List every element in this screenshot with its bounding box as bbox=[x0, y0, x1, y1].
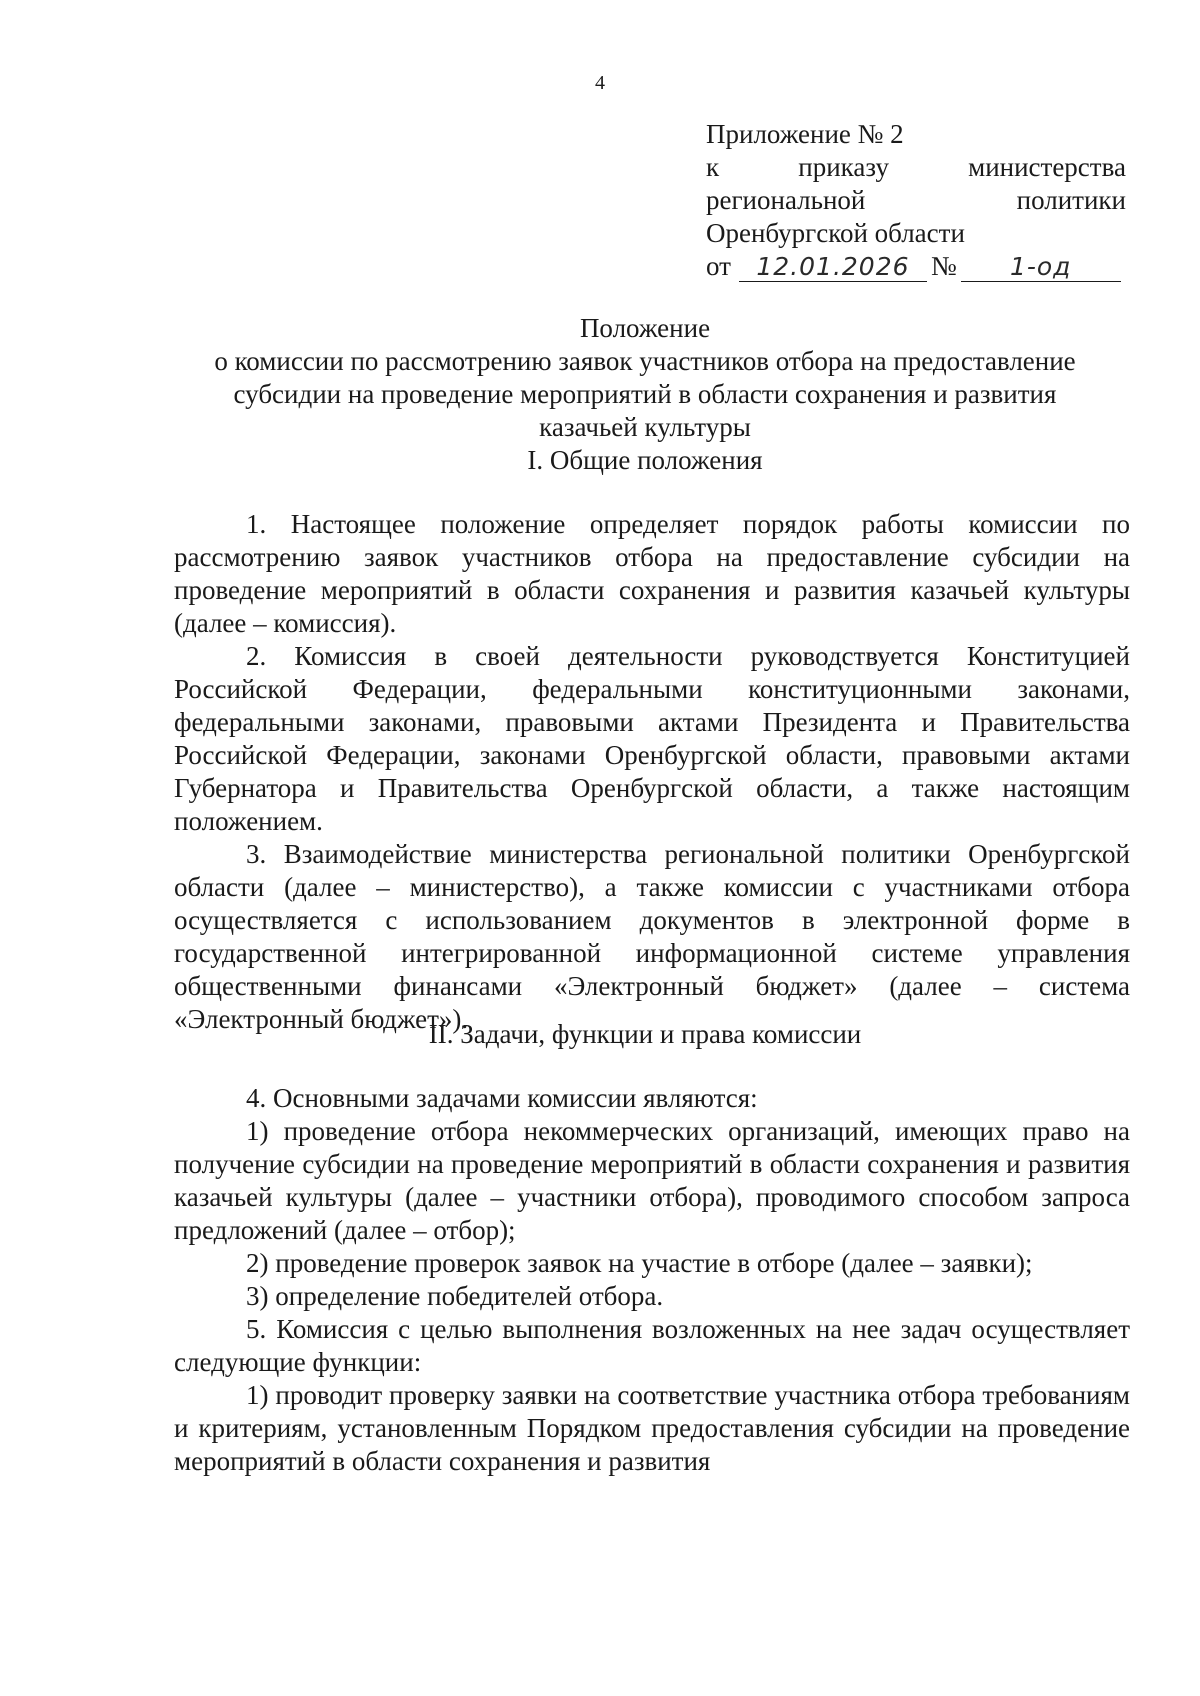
appendix-line-ministry bbox=[706, 184, 1126, 217]
appendix-word: приказу bbox=[798, 152, 889, 182]
paragraph: 3) определение победителей отбора. bbox=[246, 1281, 664, 1311]
appendix-line-order bbox=[706, 151, 1126, 184]
section-1-body bbox=[174, 508, 1130, 1036]
handwritten-number: 1-од bbox=[961, 253, 1121, 282]
section-heading-1: I. Общие положения bbox=[527, 445, 763, 475]
appendix-word: к bbox=[706, 152, 720, 182]
title-line: субсидии на проведение мероприятий в области сохранения и развития bbox=[233, 379, 1057, 409]
number-sign: № bbox=[930, 251, 957, 281]
section-heading-2: II. Задачи, функции и права комиссии bbox=[428, 1019, 862, 1049]
handwritten-date: 12.01.2026 bbox=[739, 253, 927, 282]
appendix-word: региональной bbox=[706, 185, 866, 215]
paragraph: 3. Взаимодействие министерства региональной политики Оренбургской области (далее – министерство), а также комиссии с участниками отбора осуществляется с использованием документов в электронной форме в государственной интегрированной информационной системе управления общественными финансами «Электронный бюджет» (далее – система «Электронный бюджет»). bbox=[174, 839, 1130, 1034]
appendix-block bbox=[706, 118, 1126, 283]
title-line: о комиссии по рассмотрению заявок участников отбора на предоставление bbox=[214, 346, 1076, 376]
appendix-title: Приложение № 2 bbox=[706, 119, 904, 149]
title-main: Положение bbox=[579, 313, 711, 343]
appendix-word: министерства bbox=[968, 152, 1126, 182]
appendix-date-line bbox=[706, 250, 1126, 283]
paragraph: 4. Основными задачами комиссии являются: bbox=[246, 1083, 758, 1113]
date-prefix: от bbox=[706, 251, 731, 281]
paragraph: 1) проведение отбора некоммерческих организаций, имеющих право на получение субсидии на проведение мероприятий в области сохранения и развития казачьей культуры (далее – участники отбора), проводимого способом запроса предложений (далее – отбор); bbox=[174, 1116, 1130, 1245]
appendix-word: политики bbox=[1016, 185, 1126, 215]
section-2-body bbox=[174, 1082, 1130, 1478]
paragraph: 5. Комиссия с целью выполнения возложенных на нее задач осуществляет следующие функции: bbox=[174, 1314, 1130, 1377]
title-line: казачьей культуры bbox=[539, 412, 751, 442]
page-number: 4 bbox=[595, 72, 605, 94]
paragraph: 1) проводит проверку заявки на соответствие участника отбора требованиям и критериям, установленным Порядком предоставления субсидии на проведение мероприятий в области сохранения и развития bbox=[174, 1380, 1130, 1476]
paragraph: 2) проведение проверок заявок на участие в отборе (далее – заявки); bbox=[246, 1248, 1033, 1278]
paragraph: 1. Настоящее положение определяет порядок работы комиссии по рассмотрению заявок участников отбора на предоставление субсидии на проведение мероприятий в области сохранения и развития казачьей культуры (далее – комиссия). bbox=[174, 509, 1130, 638]
paragraph: 2. Комиссия в своей деятельности руководствуется Конституцией Российской Федерации, федеральными конституционными законами, федеральными законами, правовыми актами Президента и Правительства Российской Федерации, законами Оренбургской области, правовыми актами Губернатора и Правительства Оренбургской области, а также настоящим положением. bbox=[174, 641, 1130, 836]
appendix-line-region: Оренбургской области bbox=[706, 218, 965, 248]
document-title bbox=[160, 312, 1130, 444]
